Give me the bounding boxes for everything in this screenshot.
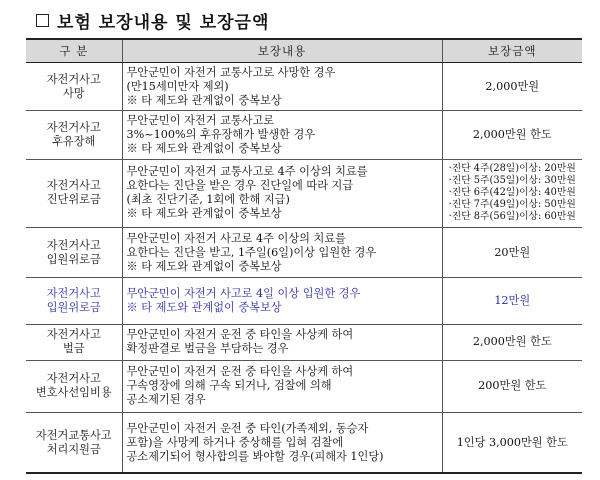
- content-line: 요한다는 진단을 받은 경우 진단일에 따라 지급: [126, 179, 354, 193]
- header-amount: 보장금액: [442, 39, 582, 63]
- row-content: [122, 278, 442, 324]
- row-amount: [442, 63, 582, 111]
- row-category: [26, 360, 122, 412]
- header-category: 구 분: [26, 39, 122, 63]
- content-line: (만15세미만자 제외): [126, 79, 229, 93]
- row-content: [122, 63, 442, 111]
- amount-item: ·진단 8주(56일)이상: 60만원: [448, 211, 576, 223]
- content-line: 무안군민이 자전거 사고로 4주 이상의 치료를: [126, 231, 346, 245]
- amount-value: 200만원 한도: [478, 379, 547, 393]
- content-line: 무안군민이 자전거 교통사고로 사망한 경우: [126, 65, 336, 79]
- category-line: 사망: [62, 86, 85, 100]
- category-line: 자전거사고: [46, 120, 101, 134]
- content-line: 공소제기되어 형사합의를 봐야할 경우(피해자 1인당): [126, 449, 384, 463]
- amount-item: ·진단 5주(35일)이상: 30만원: [448, 175, 576, 187]
- row-amount: [442, 413, 582, 473]
- category-line: 자전거사고: [46, 286, 101, 300]
- coverage-table: [26, 38, 582, 474]
- content-line: 무안군민이 자전거 운전 중 타인을 사상케 하여: [126, 328, 354, 342]
- row-amount: [442, 159, 582, 227]
- amount-value: 1인당 3,000만원 한도: [456, 435, 568, 449]
- category-line: 자전거사고: [46, 328, 101, 342]
- content-line: 무안군민이 자전거 교통사고로 4주 이상의 치료를: [126, 165, 368, 179]
- row-amount: [442, 360, 582, 412]
- page-title: 보험 보장내용 및 보장금액: [57, 13, 270, 33]
- row-amount: [442, 324, 582, 360]
- category-line: 처리지원금: [46, 442, 101, 456]
- row-category: [26, 278, 122, 324]
- content-line: 공소제기된 경우: [126, 393, 206, 407]
- table-row: [26, 324, 582, 360]
- category-line: 자전거사고: [46, 72, 101, 86]
- row-content: [122, 324, 442, 360]
- category-line: 입원위로금: [46, 300, 101, 314]
- row-content: [122, 413, 442, 473]
- category-line: 자전거교통사고: [35, 428, 112, 442]
- amount-value: 2,000만원 한도: [472, 335, 552, 349]
- row-content: [122, 111, 442, 159]
- content-line: 무안군민이 자전거 운전 중 타인(가족제외, 동승자: [126, 421, 369, 435]
- table-row: [26, 111, 582, 159]
- content-note: ※ 타 제도와 관계없이 중복보상: [126, 207, 282, 221]
- content-line: 구속영장에 의해 구속 되거나, 검찰에 의해: [126, 379, 332, 393]
- table-row: [26, 227, 582, 277]
- category-line: 진단위로금: [46, 193, 101, 207]
- amount-value: 12만원: [494, 293, 531, 307]
- row-category: [26, 63, 122, 111]
- content-note: ※ 타 제도와 관계없이 중복보상: [126, 93, 282, 107]
- row-content: [122, 227, 442, 277]
- checkbox-icon: [36, 14, 49, 27]
- row-category: [26, 324, 122, 360]
- category-line: 자전거사고: [46, 179, 101, 193]
- amount-item: ·진단 4주(28일)이상: 20만원: [448, 163, 576, 175]
- row-amount: [442, 111, 582, 159]
- row-category: [26, 159, 122, 227]
- content-line: 확정판결로 벌금을 부담하는 경우: [126, 342, 289, 356]
- row-category: [26, 413, 122, 473]
- table-header-row: [26, 39, 582, 63]
- row-content: [122, 159, 442, 227]
- content-line: 무안군민이 자전거 교통사고로: [126, 113, 275, 127]
- category-line: 입원위로금: [46, 252, 101, 266]
- row-amount: [442, 278, 582, 324]
- category-line: 자전거사고: [46, 238, 101, 252]
- content-note: ※ 타 제도와 관계없이 중복보상: [126, 259, 282, 273]
- header-content: 보장내용: [122, 39, 442, 63]
- amount-item: ·진단 6주(42일)이상: 40만원: [448, 187, 576, 199]
- row-content: [122, 360, 442, 412]
- row-category: [26, 227, 122, 277]
- category-line: 후유장해: [52, 134, 96, 148]
- content-note: ※ 타 제도와 관계없이 중복보상: [126, 300, 282, 314]
- content-line: 3%~100%의 후유장해가 발생한 경우: [126, 127, 316, 141]
- category-line: 변호사선임비용: [35, 386, 112, 400]
- content-line: 포함)을 사망케 하거나 중상해를 입혀 검찰에: [126, 435, 344, 449]
- content-line: 요한다는 진단을 받고, 1주일(6일)이상 입원한 경우: [126, 245, 377, 259]
- content-line: 무안군민이 자전거 운전 중 타인을 사상케 하여: [126, 365, 354, 379]
- content-line: 무안군민이 자전거 사고로 4일 이상 입원한 경우: [126, 286, 361, 300]
- amount-item: ·진단 7주(49일)이상: 50만원: [448, 199, 576, 211]
- row-amount: [442, 227, 582, 277]
- amount-value: 2,000만원 한도: [472, 127, 552, 141]
- content-note: ※ 타 제도와 관계없이 중복보상: [126, 141, 282, 155]
- category-line: 벌금: [62, 342, 85, 356]
- table-row: [26, 63, 582, 111]
- table-row: [26, 159, 582, 227]
- title-row: [36, 8, 269, 33]
- row-category: [26, 111, 122, 159]
- content-line: (최초 진단기준, 1회에 한해 지급): [126, 193, 290, 207]
- amount-value: 2,000만원: [485, 79, 540, 93]
- table-row: [26, 360, 582, 412]
- category-line: 자전거사고: [46, 372, 101, 386]
- table-row: [26, 413, 582, 473]
- amount-value: 20만원: [494, 245, 531, 259]
- table-row-highlighted: [26, 278, 582, 324]
